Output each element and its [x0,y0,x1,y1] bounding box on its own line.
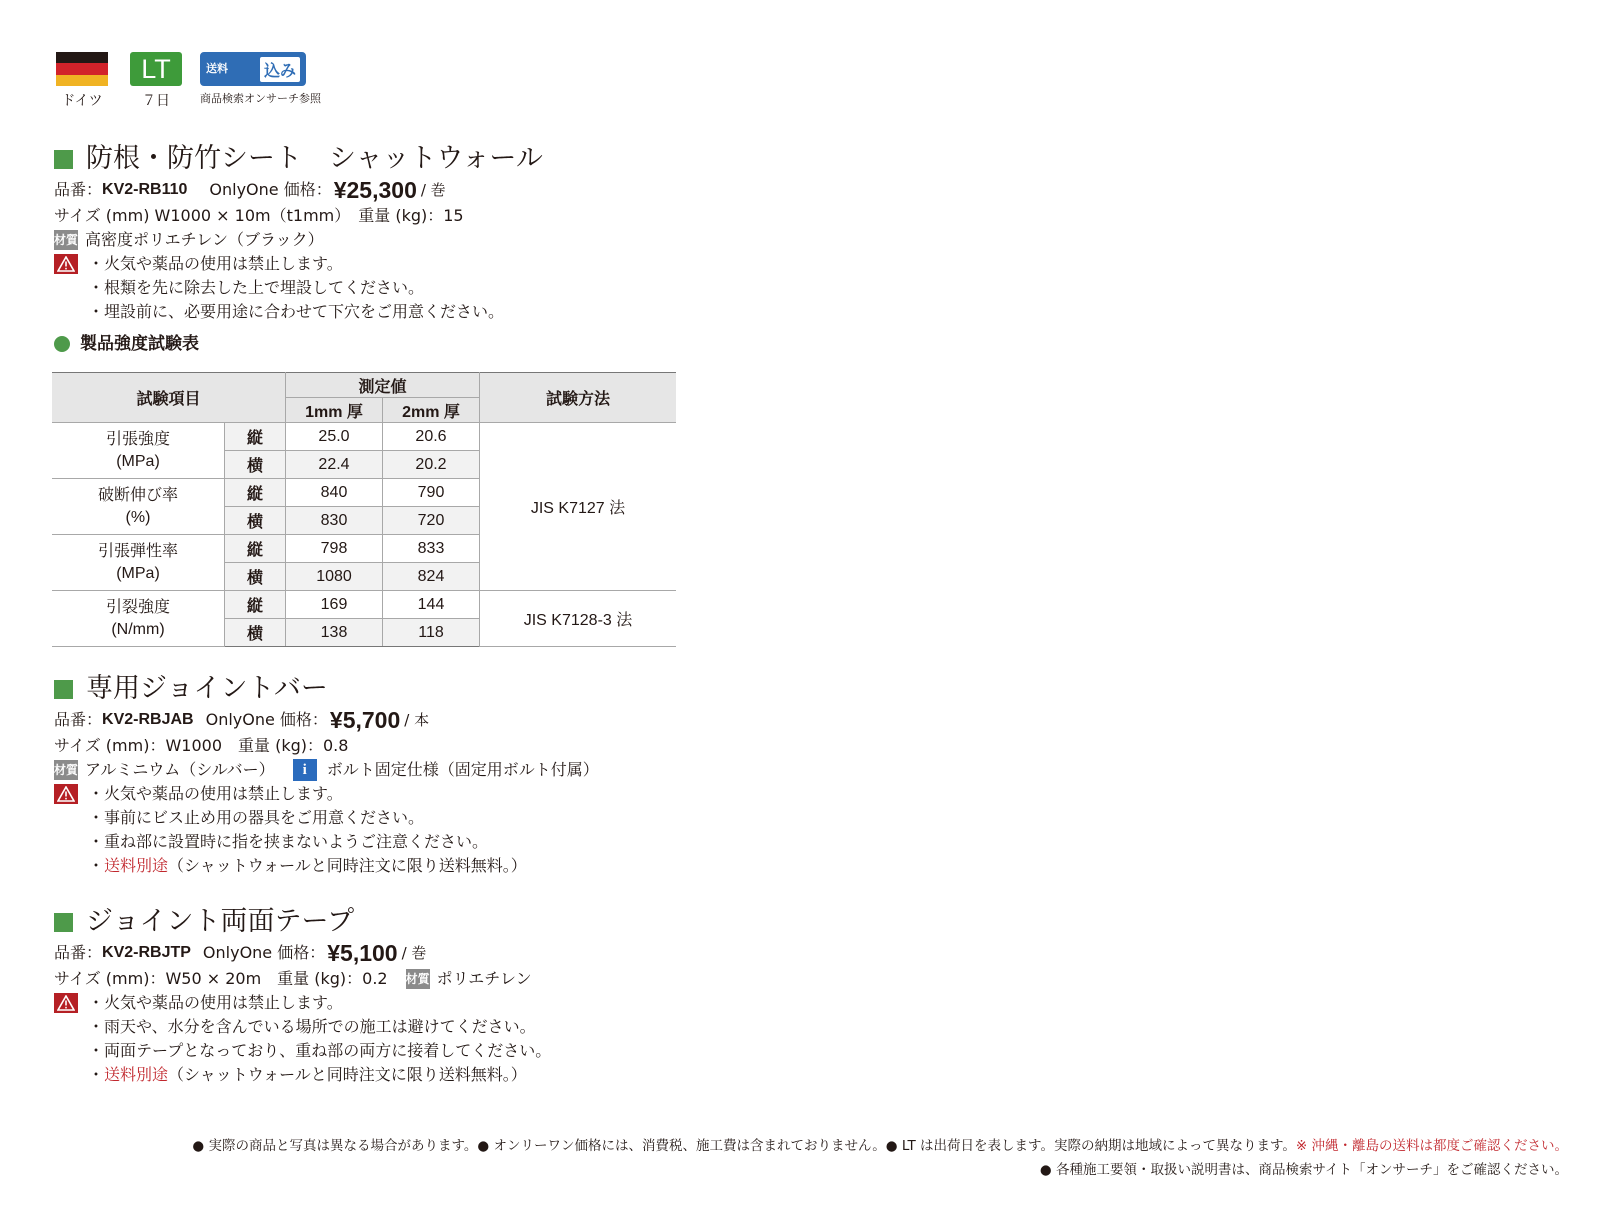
size-line: サイズ (mm)：W50 × 20m 重量 (kg)：0.2 材質 ポリエチレン [54,969,532,988]
table-title: 製品強度試験表 [54,332,543,356]
part-number: KV2-RBJTP [102,944,191,961]
table-row: 引張弾性率 (MPa) 縦 798 833 [52,535,676,563]
info-icon: i [293,759,317,781]
shipping-note: ・送料別途（シャットウォールと同時注文に限り送料無料。） [88,856,527,875]
header-item: 試験項目 [52,373,286,423]
product-joint-bar [54,672,599,878]
material-line: 材質 高密度ポリエチレン（ブラック） [54,230,324,249]
table-row: 横 1080 824 [52,563,676,591]
warning-line: ・火気や薬品の使用は禁止します。 [54,252,543,276]
country-badge [56,52,108,110]
green-dot-icon [54,336,70,352]
material-tag-icon: 材質 [54,760,78,780]
warning-item: ・雨天や、水分を含んでいる場所での施工は避けてください。 [88,1017,536,1036]
table-row: 破断伸び率 (%) 縦 840 790 [52,479,676,507]
product-joint-tape [54,905,551,1087]
size-line: サイズ (mm) W1000 × 10m（t1mm） 重量 (kg)：15 [54,206,464,225]
green-square-icon [54,150,73,169]
lead-time-badge [130,52,182,110]
shipping-truck-icon [200,52,306,86]
table-row: 引張強度 (MPa) 縦 25.0 20.6 JIS K7127 法 [52,423,676,451]
product-shutwall [54,142,543,356]
material-tag-icon: 材質 [406,969,430,989]
shipping-badge [200,52,321,106]
warning-item: ・事前にビス止め用の器具をご用意ください。 [88,808,425,827]
price-line: 品番： KV2-RB110 OnlyOne 価格： ¥25,300 / 巻 [54,177,446,203]
warning-line: ・火気や薬品の使用は禁止します。 [54,782,599,806]
lt-label: LT [130,52,182,86]
warning-item: ・埋設前に、必要用途に合わせて下穴をご用意ください。 [88,302,505,321]
green-square-icon [54,913,73,932]
warning-icon [54,993,78,1013]
green-square-icon [54,680,73,699]
footnote-line-1: ● 実際の商品と写真は異なる場合があります。● オンリーワン価格には、消費税、施工費は含まれておりません。● LT は出荷日を表します。実際の納期は地域によって異なります。※ 沖縄・離島の送料は都度ご確認ください。 [192,1138,1568,1154]
germany-flag-icon [56,52,108,86]
size-line: サイズ (mm)：W1000 重量 (kg)：0.8 [54,736,349,755]
warning-icon [54,254,78,274]
material-tag-icon: 材質 [54,230,78,250]
part-number: KV2-RB110 [102,181,188,198]
item-name: 引裂強度 (N/mm) [52,591,225,647]
item-name: 引張強度 (MPa) [52,423,225,479]
item-name: 破断伸び率 (%) [52,479,225,535]
method-cell: JIS K7127 法 [480,423,677,591]
warning-line: ・火気や薬品の使用は禁止します。 [54,991,551,1015]
warning-item: ・重ね部に設置時に指を挟まないようご注意ください。 [88,832,489,851]
part-number: KV2-RBJAB [102,711,194,728]
price-line: 品番： KV2-RBJAB OnlyOne 価格： ¥5,700 / 本 [54,707,430,733]
price: ¥5,100 [327,940,398,966]
price-line: 品番： KV2-RBJTP OnlyOne 価格： ¥5,100 / 巻 [54,940,427,966]
table-row: 横 830 720 [52,507,676,535]
table-row: 引裂強度 (N/mm) 縦 169 144 JIS K7128-3 法 [52,591,676,619]
header-method: 試験方法 [480,373,677,423]
shipping-note: ・送料別途（シャットウォールと同時注文に限り送料無料。） [88,1065,527,1084]
price: ¥25,300 [333,177,417,203]
shipping-right-label: 込み [260,57,300,82]
method-cell: JIS K7128-3 法 [480,591,677,647]
footnote-line-2: ● 各種施工要領・取扱い説明書は、商品検索サイト「オンサーチ」をご確認ください。 [1039,1162,1568,1178]
section-title: 防根・防竹シート シャットウォール [54,142,543,176]
section-title: 専用ジョイントバー [54,672,599,706]
header-2mm: 2mm 厚 [383,398,480,423]
lt-caption: ７日 [142,93,170,109]
strength-test-table [52,372,676,647]
price: ¥5,700 [329,707,401,733]
header-measured: 測定値 [286,373,480,398]
warning-item: ・両面テープとなっており、重ね部の両方に接着してください。 [88,1041,552,1060]
table-row: 横 138 118 [52,619,676,647]
header-1mm: 1mm 厚 [286,398,383,423]
shipping-caption: 商品検索オンサーチ参照 [200,92,321,105]
warning-icon [54,784,78,804]
item-name: 引張弾性率 (MPa) [52,535,225,591]
shipping-left-label: 送料 [206,62,228,75]
warning-item: ・根類を先に除去した上で埋設してください。 [88,278,425,297]
table-row: 横 22.4 20.2 [52,451,676,479]
country-caption: ドイツ [61,93,103,109]
section-title: ジョイント両面テープ [54,905,551,939]
material-line: 材質 アルミニウム（シルバー） i ボルト固定仕様（固定用ボルト付属） [54,760,599,779]
